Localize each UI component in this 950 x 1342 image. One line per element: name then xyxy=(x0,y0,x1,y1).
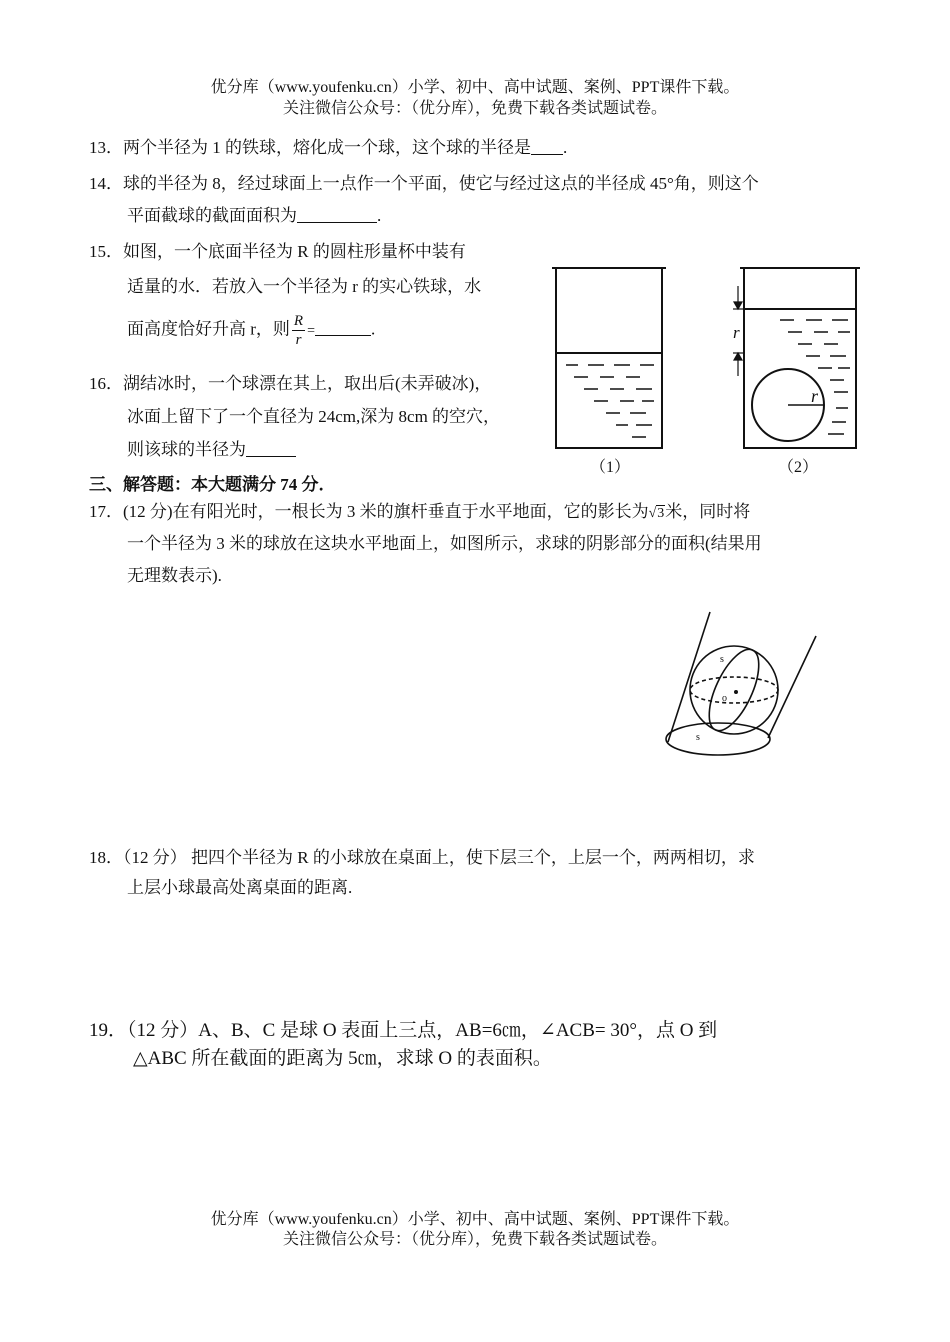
q15-line3: 面高度恰好升高 r，则 xyxy=(127,319,290,339)
shadow-ray-right xyxy=(768,636,816,738)
q16-line3: 则该球的半径为 xyxy=(127,440,246,459)
question-14-line-2 xyxy=(127,205,381,227)
q15-fraction xyxy=(292,312,305,349)
q15-line1: 如图，一个底面半径为 R 的圆柱形量杯中装有 xyxy=(123,242,466,261)
section-3-title: 三、解答题：本大题满分 74 分． xyxy=(89,475,336,494)
question-15-line-1 xyxy=(89,241,466,263)
question-14-line-1 xyxy=(89,173,759,195)
sphere-center-point xyxy=(734,690,738,694)
sphere-equator xyxy=(690,677,778,703)
header-line-1: 优分库（www.youfenku.cn）小学、初中、高中试题、案例、PPT课件下载。 xyxy=(210,79,740,96)
sqrt-3: √3 xyxy=(648,506,665,521)
figure-label-2: （2） xyxy=(778,459,819,476)
q16-line1: 湖结冰时，一个球漂在其上，取出后(未弄破冰)， xyxy=(123,374,492,393)
sqrt-radicand: 3 xyxy=(657,506,665,521)
cup-2-outline xyxy=(740,268,860,448)
figure-label-1: （1） xyxy=(590,459,631,476)
header-line-2: 关注微信公众号：（优分库），免费下载各类试题试卷。 xyxy=(282,100,667,117)
q14-line1: 球的半径为 8，经过球面上一点作一个平面，使它与经过这点的半径成 45°角，则这个 xyxy=(123,174,759,193)
sphere-shadow-figure xyxy=(660,608,830,768)
q14-line2: 平面截球的截面面积为 xyxy=(127,206,297,225)
question-13 xyxy=(89,137,567,159)
sphere-s-label-top: s xyxy=(720,654,724,665)
footer-line-1: 优分库（www.youfenku.cn）小学、初中、高中试题、案例、PPT课件下载。 xyxy=(210,1211,740,1228)
q14-end: . xyxy=(377,206,382,225)
cup-1-outline xyxy=(552,268,666,448)
rise-r-label: r xyxy=(733,323,740,342)
q17-line1b: 米，同时将 xyxy=(665,502,751,521)
q15-answer-blank xyxy=(315,319,371,336)
shadow-s-label: s xyxy=(696,732,700,743)
measuring-cup-figure xyxy=(548,262,864,480)
ball-r-label: r xyxy=(811,386,819,406)
sphere xyxy=(690,646,778,734)
q16-answer-blank xyxy=(246,440,296,457)
question-18-line-2: 上层小球最高处离桌面的距离. xyxy=(127,878,353,897)
q17-number: 17． xyxy=(89,502,123,521)
q18-number: 18． xyxy=(89,848,123,867)
q13-number: 13． xyxy=(89,138,123,157)
cup-1-water-dashes xyxy=(566,365,654,437)
q19-line1: （12 分）A、B、C 是球 O 表面上三点，AB=6㎝，∠ACB= 30°，点 O 到 xyxy=(127,1020,718,1041)
shadow-ellipse xyxy=(666,723,770,755)
question-15-line-3 xyxy=(127,312,375,349)
question-17-line-2: 一个半径为 3 米的球放在这块水平地面上，如图所示，求球的阴影部分的面积(结果用 xyxy=(127,534,762,553)
question-19-line-1 xyxy=(89,1017,717,1045)
q15-number: 15． xyxy=(89,242,123,261)
fraction-numerator: R xyxy=(293,313,304,329)
cup-2-water-dashes xyxy=(780,320,850,434)
question-15-line-2: 适量的水．若放入一个半径为 r 的实心铁球，水 xyxy=(127,277,482,296)
question-19-line-2: △ABC 所在截面的距离为 5㎝，求球 O 的表面积。 xyxy=(133,1048,552,1069)
q15-equals: = xyxy=(307,323,315,339)
question-16-line-1 xyxy=(89,373,491,395)
question-16-line-2: 冰面上留下了一个直径为 24cm,深为 8cm 的空穴， xyxy=(127,407,501,426)
q19-number: 19． xyxy=(89,1020,128,1041)
q14-answer-blank xyxy=(297,206,377,223)
question-17-line-1 xyxy=(89,501,750,525)
sphere-center-label: o xyxy=(722,693,727,704)
q14-number: 14． xyxy=(89,174,123,193)
question-16-line-3 xyxy=(127,439,296,461)
q13-answer-blank xyxy=(531,138,563,155)
q15-end: . xyxy=(371,319,376,339)
question-18-line-1 xyxy=(89,847,755,869)
q18-line1: （12 分） 把四个半径为 R 的小球放在桌面上，使下层三个，上层一个，两两相切，求 xyxy=(123,848,755,867)
fraction-denominator: r xyxy=(292,330,305,349)
q13-text: 两个半径为 1 的铁球，熔化成一个球，这个球的半径是 xyxy=(123,138,531,157)
q17-line1a: (12 分)在有阳光时，一根长为 3 米的旗杆垂直于水平地面，它的影长为 xyxy=(123,502,649,521)
question-17-line-3: 无理数表示). xyxy=(127,566,222,585)
q16-number: 16． xyxy=(89,374,123,393)
q13-end: . xyxy=(563,138,568,157)
footer-line-2: 关注微信公众号：（优分库），免费下载各类试题试卷。 xyxy=(282,1231,667,1248)
